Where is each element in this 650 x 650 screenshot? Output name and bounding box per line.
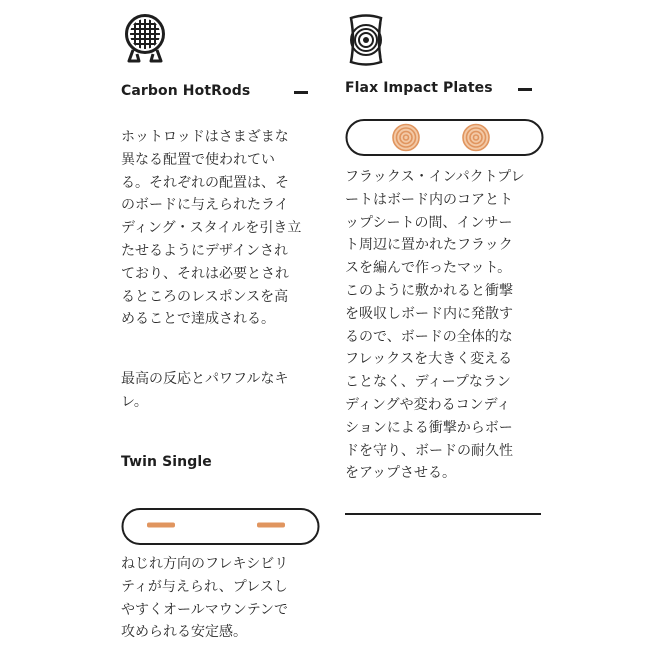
globe-grid-omega-icon xyxy=(121,14,169,64)
concentric-rings-icon xyxy=(345,14,387,66)
twin-single-title: Twin Single xyxy=(121,454,212,470)
response-summary: 最高の反応とパワフルなキ レ。 xyxy=(121,371,289,410)
collapse-icon[interactable] xyxy=(518,88,532,91)
carbon-hotrods-title: Carbon HotRods xyxy=(121,83,251,99)
flax-impact-plates-description: フラックス・インパクトプレ ートはボード内のコアとト ップシートの間、インサー ト周辺に置かれたフラック スを編んで作ったマット。 このように敷かれると衝撃 を吸収しボード内に発散す るので、ボードの全体的な フレックスを大きく変える ことなく、ディープなラン ディングや変わるコンディ ションによる衝撃からボー ドを守り、ボードの耐久性 をアップさせる。 xyxy=(345,169,525,482)
twin-single-description: ねじれ方向のフレキシビリ ティが与えられ、プレスし やすくオールマウンテンで 攻められる安定感。 xyxy=(121,556,289,641)
flax-impact-plates-board-diagram xyxy=(345,118,545,158)
carbon-hotrods-description: ホットロッドはさまざまな 異なる配置で使われてい る。それぞれの配置は、そ のボードに与えられたライ ディング・スタイルを引き立 たせるようにデザインされ ており、それは必要とされ るところのレスポンスを高 めることで達成される。 xyxy=(121,129,302,328)
section-divider xyxy=(345,513,541,515)
carbon-hotrods-header[interactable] xyxy=(121,83,311,105)
flax-impact-plates-title: Flax Impact Plates xyxy=(345,80,493,96)
flax-impact-plates-header[interactable] xyxy=(345,80,535,102)
twin-single-header xyxy=(121,454,311,476)
collapse-icon[interactable] xyxy=(294,91,308,94)
twin-single-board-diagram xyxy=(121,507,321,547)
